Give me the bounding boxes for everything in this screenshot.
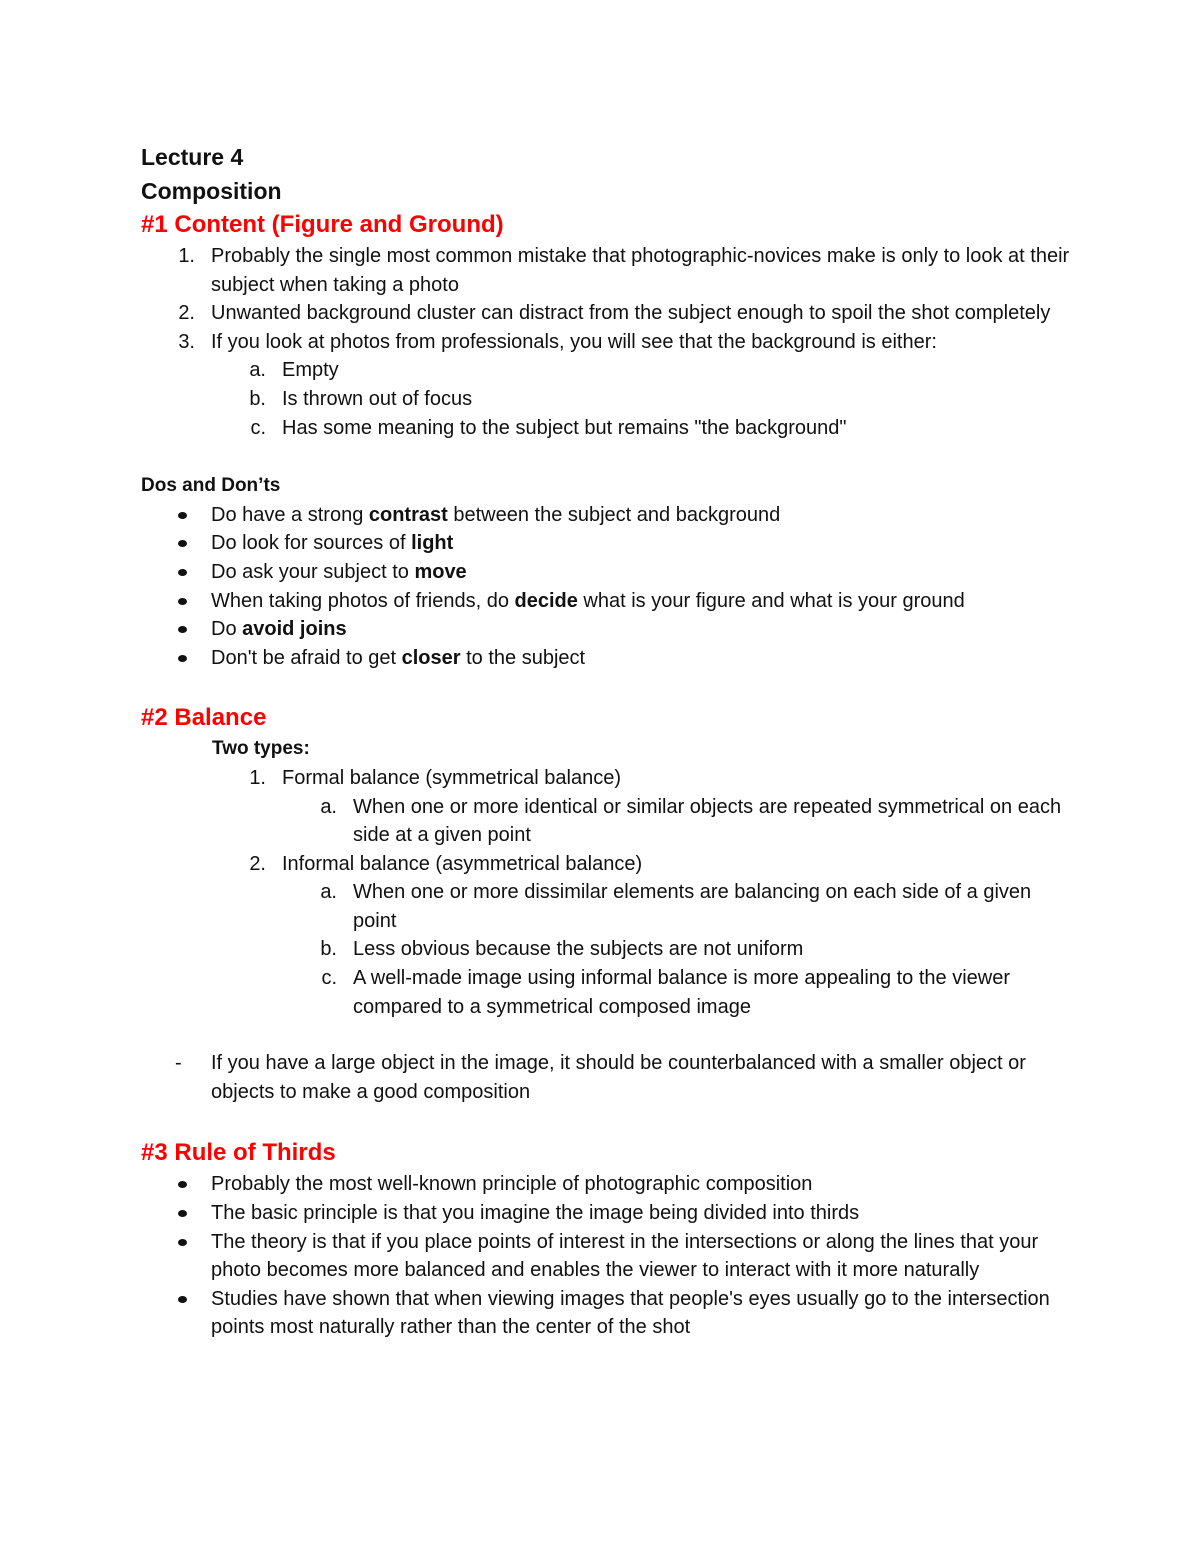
list-number: 2. [249, 852, 266, 875]
list-text: Less obvious because the subjects are not uniform [353, 938, 804, 961]
list-text: A well-made image using informal balance is more appealing to the viewer compared to a symmetrical composed image [353, 967, 1011, 1018]
list-item [141, 850, 1071, 879]
note-text: If you have a large object in the image, it should be counterbalanced with a smaller object or objects to make a good composition [211, 1052, 1026, 1103]
dos-donts-list [141, 501, 1071, 673]
list-letter: a. [320, 881, 337, 904]
balance-note [141, 1049, 1071, 1106]
balance-types-heading: Two types: [212, 738, 310, 760]
section-1-heading: #1 Content (Figure and Ground) [141, 211, 504, 238]
bullet-icon [178, 655, 187, 662]
list-letter: a. [320, 795, 337, 818]
topic-title: Composition [141, 178, 282, 204]
bullet-item: When taking photos of friends, do decide what is your figure and what is your ground [141, 587, 1071, 616]
list-item [141, 764, 1071, 793]
list-subitem [141, 935, 1071, 964]
bullet-item: Probably the most well-known principle of photographic composition [141, 1170, 1071, 1199]
list-text: Unwanted background cluster can distract from the subject enough to spoil the shot completely [211, 302, 1051, 325]
bullet-item: The basic principle is that you imagine the image being divided into thirds [141, 1199, 1071, 1228]
bullet-icon [178, 512, 187, 519]
list-text: Has some meaning to the subject but remains "the background" [282, 416, 847, 439]
list-text: Informal balance (asymmetrical balance) [282, 852, 643, 875]
list-subitem [141, 385, 1071, 414]
list-letter: b. [249, 387, 266, 410]
list-text: If you look at photos from professionals, you will see that the background is either: [211, 330, 937, 353]
list-letter: a. [249, 359, 266, 382]
bullet-icon [178, 1296, 187, 1303]
lecture-title: Lecture 4 [141, 144, 244, 170]
bullet-icon [178, 626, 187, 633]
balance-list [141, 764, 1071, 1021]
list-letter: c. [250, 416, 266, 439]
section-3-heading: #3 Rule of Thirds [141, 1139, 336, 1167]
bullet-icon [178, 598, 187, 605]
bullet-item: Don't be afraid to get closer to the subject [141, 644, 1071, 673]
section-2-heading: #2 Balance [141, 704, 267, 732]
list-text: Probably the single most common mistake that photographic-novices make is only to look at their subject when taking a photo [211, 245, 1070, 296]
bullet-item: Do look for sources of light [141, 529, 1071, 558]
list-subitem [141, 356, 1071, 385]
list-item [141, 299, 1071, 328]
list-number: 1. [178, 245, 195, 267]
bullet-icon [178, 1181, 187, 1188]
bullet-item: Do ask your subject to move [141, 558, 1071, 587]
dash-item [141, 1049, 1071, 1106]
list-number: 3. [178, 330, 195, 353]
bullet-item: Studies have shown that when viewing images that people's eyes usually go to the intersection points most naturally rather than the center of the shot [141, 1285, 1071, 1342]
dos-donts-heading: Dos and Don’ts [141, 475, 281, 497]
list-subitem [141, 964, 1071, 1021]
section-1-list [141, 242, 1071, 442]
list-subitem [141, 793, 1071, 850]
bullet-icon [178, 569, 187, 576]
list-text: When one or more identical or similar objects are repeated symmetrical on each side at a given point [353, 795, 1062, 847]
bullet-item: Do avoid joins [141, 615, 1071, 644]
bullet-item: Do have a strong contrast between the subject and background [141, 501, 1071, 530]
thirds-list [141, 1170, 1071, 1342]
list-number: 2. [178, 302, 195, 325]
bullet-icon [178, 1239, 187, 1246]
list-letter: b. [320, 938, 337, 961]
dash-marker: - [175, 1052, 182, 1075]
list-item [141, 242, 1071, 299]
list-letter: c. [321, 967, 337, 990]
bullet-item: The theory is that if you place points of interest in the intersections or along the lines that your photo becomes more balanced and enables the viewer to interact with it more naturally [141, 1228, 1071, 1285]
list-text: Formal balance (symmetrical balance) [282, 766, 622, 789]
list-text: When one or more dissimilar elements are balancing on each side of a given point [353, 881, 1032, 932]
bullet-icon [178, 1210, 187, 1217]
list-text: Empty [282, 359, 339, 382]
list-item [141, 328, 1071, 357]
list-number: 1. [249, 766, 266, 789]
document-page [141, 140, 1071, 1342]
list-subitem [141, 414, 1071, 443]
list-text: Is thrown out of focus [282, 387, 473, 410]
list-subitem [141, 878, 1071, 935]
bullet-icon [178, 540, 187, 547]
